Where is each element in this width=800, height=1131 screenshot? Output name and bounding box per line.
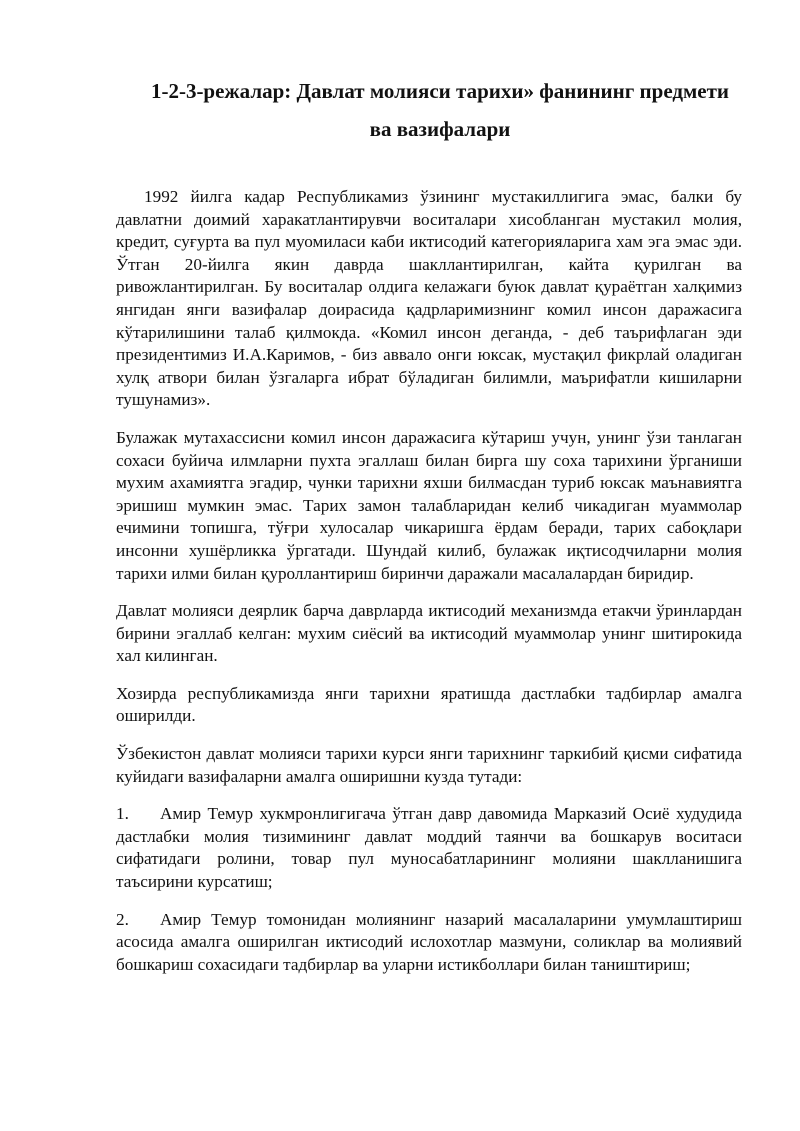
- title-line-1: 1-2-3-режалар: Давлат молияси тарихи» фанининг предмети: [150, 79, 730, 103]
- list-item-text: Амир Темур томонидан молиянинг назарий масалаларини умумлаштириш асосида амалга оширилган иктисодий ислохотлар мазмуни, соликлар ва молиявий бошкариш сохасидаги тадбирлар ва уларни истикболлари билан таништириш;: [116, 909, 742, 974]
- list-item-text: Амир Темур хукмронлигигача ўтган давр давомида Марказий Осиё худудида дастлабки молия тизимининг давлат моддий таянчи ва бошкарув воситаси сифатидаги ролини, товар пул муносабатларининг молияни шаклланишига таъсирини курсатиш;: [116, 804, 742, 892]
- list-item-number: 2.: [116, 909, 129, 929]
- document-title: [100, 72, 780, 148]
- list-item: [116, 803, 742, 893]
- paragraph: Булажак мутахассисни комил инсон даражасига кўтариш учун, унинг ўзи танлаган сохаси буйича илмларни пухта эгаллаш билан бирга шу соха тарихини ўрганиши мухим ахамиятга эгадир, чунки тарихни яхши билмасдан туриб юксак маънавиятга эришиш мумкин эмас. Тарих замон талабларидан келиб чикадиган муаммолар ечимини топишга, тўғри хулосалар чикаришга ёрдам беради, тарих сабоқлари инсонни хушёрликка ўргатади. Шундай килиб, булажак иқтисодчиларни молия тарихи илми билан қуроллантириш биринчи даражали масалалардан биридир.: [116, 427, 742, 583]
- document-body: [116, 186, 742, 991]
- list-item: [116, 909, 742, 977]
- paragraph: Ўзбекистон давлат молияси тарихи курси янги тарихнинг таркибий қисми сифатида куйидаги вазифаларни амалга оширишни кузда тутади:: [116, 744, 742, 786]
- paragraph: 1992 йилга кадар Республикамиз ўзининг мустакиллигига эмас, балки бу давлатни доимий харакатлантирувчи воситалари хисобланган мустакил молия, кредит, суғурта ва пул муомиласи каби иктисодий категорияларига хам эга эмас эди. Ўтган 20-йилга якин даврда шакллантирилган, кайта қурилган ва ривожлантирилган. Бу воситалар олдига келажаги буюк давлат қураётган халқимиз янгидан янги вазифалар доирасида қадрларимизнинг комил инсон даражасига кўтарилишини талаб қилмокда. «Комил инсон деганда, - деб таърифлаган эди президентимиз И.А.Каримов, - биз аввало онги юксак, мустақил фикрлай оладиган хулқ атвори билан ўзгаларга ибрат бўладиган билимли, маърифатли кишиларни тушунамиз».: [116, 187, 742, 410]
- paragraph: Давлат молияси деярлик барча даврларда иктисодий механизмда етакчи ўринлардан бирини эгаллаб келган: мухим сиёсий ва иктисодий муаммолар унинг шитирокида хал килинган.: [116, 601, 742, 666]
- title-line-2: ва вазифалари: [369, 117, 511, 141]
- list-item-number: 1.: [116, 804, 129, 824]
- paragraph: Хозирда республикамизда янги тарихни яратишда дастлабки тадбирлар амалга оширилди.: [116, 683, 742, 726]
